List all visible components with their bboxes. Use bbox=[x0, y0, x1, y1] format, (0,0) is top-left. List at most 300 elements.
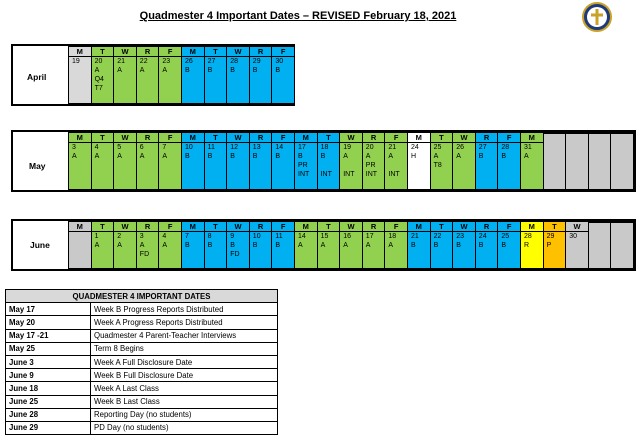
day-details bbox=[272, 143, 294, 161]
day-details bbox=[92, 143, 114, 161]
day-number: 9 bbox=[230, 233, 235, 240]
table-row bbox=[6, 303, 278, 316]
day-note: A bbox=[343, 153, 348, 160]
day-number: 20 bbox=[365, 144, 374, 151]
day-note: B bbox=[185, 67, 190, 74]
table-row bbox=[6, 408, 278, 421]
day-number: 4 bbox=[94, 144, 99, 151]
day-details bbox=[114, 57, 136, 75]
day-number: 23 bbox=[162, 58, 171, 65]
weekday-header: F bbox=[159, 47, 181, 57]
day-note: A bbox=[117, 67, 122, 74]
april-day-cell bbox=[91, 46, 115, 104]
event-date: June 29 bbox=[6, 421, 91, 434]
april-day-cell bbox=[181, 46, 205, 104]
day-note: B bbox=[456, 242, 461, 249]
june-day-cell bbox=[497, 221, 521, 269]
day-number: 17 bbox=[298, 144, 306, 151]
event-description: Week A Progress Reports Distributed bbox=[91, 316, 278, 329]
weekday-header: M bbox=[69, 222, 91, 232]
may-day-cell bbox=[91, 132, 115, 190]
day-note: B bbox=[275, 153, 281, 160]
event-description: Quadmester 4 Parent-Teacher Interviews bbox=[91, 329, 278, 342]
may-day-cell bbox=[384, 132, 408, 190]
day-number: 15 bbox=[320, 233, 329, 240]
event-date: June 3 bbox=[6, 355, 91, 368]
weekday-header: T bbox=[205, 133, 227, 143]
day-details bbox=[182, 57, 204, 75]
event-description: Week A Full Disclosure Date bbox=[91, 355, 278, 368]
day-details bbox=[182, 143, 204, 161]
event-description: Week B Full Disclosure Date bbox=[91, 369, 278, 382]
day-note: INT bbox=[320, 171, 332, 178]
weekday-header: F bbox=[385, 222, 407, 232]
day-note: B bbox=[275, 67, 281, 74]
weekday-header: R bbox=[250, 133, 272, 143]
important-dates-header: QUADMESTER 4 IMPORTANT DATES bbox=[6, 290, 278, 303]
may-day-cell bbox=[317, 132, 341, 190]
day-number: 30 bbox=[569, 233, 577, 240]
weekday-header: W bbox=[227, 133, 249, 143]
day-note: H bbox=[411, 153, 417, 160]
day-details bbox=[272, 57, 294, 75]
day-note: A bbox=[162, 67, 168, 74]
weekday-header: R bbox=[363, 222, 385, 232]
day-details bbox=[69, 143, 91, 161]
weekday-header: M bbox=[295, 133, 317, 143]
day-details bbox=[159, 232, 181, 250]
day-details bbox=[92, 232, 114, 250]
day-note: B bbox=[478, 242, 484, 249]
day-number: 21 bbox=[388, 144, 397, 151]
day-number: 3 bbox=[139, 233, 144, 240]
weekday-header bbox=[611, 133, 633, 134]
june-day-cell bbox=[430, 221, 454, 269]
school-crest-icon bbox=[582, 2, 612, 32]
april-day-cell bbox=[68, 46, 92, 104]
table-row bbox=[6, 342, 278, 355]
day-note: INT bbox=[298, 171, 310, 178]
weekday-header bbox=[544, 133, 566, 134]
day-note: FD bbox=[139, 251, 150, 258]
april-day-cell bbox=[271, 46, 295, 104]
day-number: 13 bbox=[252, 144, 261, 151]
weekday-header bbox=[589, 133, 611, 134]
june-day-cell bbox=[158, 221, 182, 269]
month-label-june: June bbox=[30, 240, 50, 250]
event-date: June 25 bbox=[6, 395, 91, 408]
weekday-header: R bbox=[250, 222, 272, 232]
table-row bbox=[6, 355, 278, 368]
weekday-header: T bbox=[92, 47, 114, 57]
day-note: B bbox=[478, 153, 484, 160]
day-details bbox=[521, 232, 543, 250]
day-number: 28 bbox=[230, 58, 238, 65]
day-note: B bbox=[185, 153, 190, 160]
event-date: June 28 bbox=[6, 408, 91, 421]
day-number: 22 bbox=[433, 233, 442, 240]
day-number: 30 bbox=[275, 58, 284, 65]
weekday-header bbox=[611, 222, 633, 223]
day-details bbox=[408, 232, 430, 250]
weekday-header: F bbox=[272, 133, 294, 143]
day-note: A bbox=[139, 67, 145, 74]
weekday-header: M bbox=[295, 222, 317, 232]
event-date: May 17 bbox=[6, 303, 91, 316]
day-number: 27 bbox=[207, 58, 216, 65]
day-details bbox=[250, 143, 272, 161]
event-description: Week B Progress Reports Distributed bbox=[91, 303, 278, 316]
table-row bbox=[6, 329, 278, 342]
day-details bbox=[114, 143, 136, 161]
month-label-april: April bbox=[27, 72, 47, 82]
june-day-cell bbox=[610, 221, 634, 269]
weekday-header: F bbox=[272, 47, 294, 57]
day-details bbox=[205, 143, 227, 161]
day-number: 19 bbox=[343, 144, 351, 151]
day-note: B bbox=[252, 242, 258, 249]
weekday-header: M bbox=[182, 47, 204, 57]
weekday-header: T bbox=[92, 133, 114, 143]
day-number: 16 bbox=[343, 233, 351, 240]
day-note: B bbox=[207, 242, 213, 249]
day-note: B bbox=[298, 153, 303, 160]
day-note: A bbox=[139, 242, 145, 249]
may-day-cell bbox=[136, 132, 160, 190]
day-details bbox=[498, 143, 520, 161]
day-details bbox=[340, 232, 362, 250]
day-number: 11 bbox=[275, 233, 283, 240]
weekday-header: R bbox=[137, 47, 159, 57]
may-day-cell bbox=[430, 132, 454, 190]
day-note: B bbox=[230, 67, 235, 74]
day-number: 17 bbox=[365, 233, 374, 240]
event-description: Week B Last Class bbox=[91, 395, 278, 408]
day-number: 2 bbox=[117, 233, 122, 240]
may-day-cell bbox=[497, 132, 521, 190]
may-day-cell bbox=[68, 132, 92, 190]
day-note: A bbox=[433, 153, 439, 160]
weekday-header: W bbox=[114, 133, 136, 143]
important-dates-table bbox=[5, 289, 278, 435]
day-number: 26 bbox=[456, 144, 464, 151]
june-day-cell bbox=[226, 221, 250, 269]
day-note: A bbox=[388, 242, 394, 249]
day-note: A bbox=[72, 153, 77, 160]
weekday-header: T bbox=[318, 133, 340, 143]
weekday-header: W bbox=[227, 47, 249, 57]
day-note: B bbox=[275, 242, 281, 249]
day-note: B bbox=[501, 242, 507, 249]
day-details bbox=[453, 143, 475, 161]
may-day-cell bbox=[113, 132, 137, 190]
day-note: PR bbox=[365, 162, 376, 169]
weekday-header: F bbox=[498, 133, 520, 143]
table-row bbox=[6, 421, 278, 434]
may-day-cell bbox=[362, 132, 386, 190]
day-number: 12 bbox=[230, 144, 238, 151]
april-day-cell bbox=[158, 46, 182, 104]
table-row bbox=[6, 395, 278, 408]
day-note: A bbox=[117, 153, 122, 160]
event-date: June 9 bbox=[6, 369, 91, 382]
day-number: 26 bbox=[185, 58, 193, 65]
april-day-cell bbox=[249, 46, 273, 104]
weekday-header: R bbox=[476, 133, 498, 143]
day-number: 23 bbox=[456, 233, 464, 240]
june-day-cell bbox=[407, 221, 431, 269]
day-number: 28 bbox=[501, 144, 510, 151]
june-day-cell bbox=[68, 221, 92, 269]
day-note: A bbox=[94, 242, 100, 249]
day-number: 29 bbox=[546, 233, 555, 240]
day-note: B bbox=[230, 242, 235, 249]
june-day-cell bbox=[452, 221, 476, 269]
june-day-cell bbox=[339, 221, 363, 269]
day-details bbox=[205, 232, 227, 250]
event-description: Week A Last Class bbox=[91, 382, 278, 395]
day-details bbox=[385, 232, 407, 250]
may-day-cell bbox=[204, 132, 228, 190]
day-number: 18 bbox=[320, 144, 329, 151]
day-note: B bbox=[207, 153, 213, 160]
day-note: FD bbox=[230, 251, 240, 258]
day-note: B bbox=[185, 242, 190, 249]
weekday-header: T bbox=[431, 133, 453, 143]
weekday-header: T bbox=[544, 222, 566, 232]
day-details bbox=[340, 143, 362, 179]
day-note: A bbox=[388, 153, 394, 160]
weekday-header: F bbox=[159, 133, 181, 143]
april-day-cell bbox=[204, 46, 228, 104]
weekday-header: M bbox=[69, 47, 91, 57]
weekday-header: W bbox=[340, 133, 362, 143]
day-details bbox=[295, 143, 317, 179]
weekday-header: M bbox=[408, 133, 430, 143]
april-day-cell bbox=[113, 46, 137, 104]
weekday-header: T bbox=[205, 47, 227, 57]
june-day-cell bbox=[543, 221, 567, 269]
june-day-cell bbox=[271, 221, 295, 269]
day-number: 27 bbox=[478, 144, 487, 151]
june-day-cell bbox=[362, 221, 386, 269]
day-note: INT bbox=[343, 171, 355, 178]
day-note: A bbox=[365, 153, 371, 160]
weekday-header: F bbox=[272, 222, 294, 232]
weekday-header: T bbox=[318, 222, 340, 232]
day-details bbox=[431, 232, 453, 250]
day-details bbox=[566, 232, 588, 241]
weekday-header: R bbox=[363, 133, 385, 143]
weekday-header: R bbox=[250, 47, 272, 57]
day-number: 25 bbox=[501, 233, 510, 240]
june-day-cell bbox=[565, 221, 589, 269]
day-number: 21 bbox=[411, 233, 419, 240]
day-number: 5 bbox=[117, 144, 122, 151]
table-row bbox=[6, 382, 278, 395]
day-details bbox=[227, 57, 249, 75]
day-details bbox=[363, 232, 385, 250]
april-day-cell bbox=[136, 46, 160, 104]
may-day-cell bbox=[452, 132, 476, 190]
weekday-header: M bbox=[182, 222, 204, 232]
day-number: 22 bbox=[139, 58, 148, 65]
day-note: A bbox=[94, 153, 100, 160]
june-day-cell bbox=[384, 221, 408, 269]
day-note: A bbox=[139, 153, 145, 160]
day-note: B bbox=[207, 67, 213, 74]
day-note bbox=[321, 161, 340, 170]
month-label-may: May bbox=[29, 161, 46, 171]
day-note: B bbox=[501, 153, 507, 160]
may-day-cell bbox=[226, 132, 250, 190]
day-details bbox=[318, 232, 340, 250]
weekday-header: W bbox=[453, 133, 475, 143]
day-note: B bbox=[411, 242, 416, 249]
day-note: B bbox=[320, 153, 326, 160]
day-details bbox=[250, 57, 272, 75]
day-note: A bbox=[162, 242, 168, 249]
day-details bbox=[476, 143, 498, 161]
weekday-header: R bbox=[137, 133, 159, 143]
day-note: B bbox=[252, 67, 258, 74]
weekday-header bbox=[589, 222, 611, 223]
day-number: 10 bbox=[252, 233, 261, 240]
day-note: A bbox=[298, 242, 303, 249]
day-note: A bbox=[162, 153, 168, 160]
day-number: 28 bbox=[524, 233, 532, 240]
event-description: Term 8 Begins bbox=[91, 342, 278, 355]
day-number: 19 bbox=[72, 58, 80, 65]
day-details bbox=[159, 57, 181, 75]
day-number: 8 bbox=[207, 233, 212, 240]
day-details bbox=[295, 232, 317, 250]
april-day-cell bbox=[226, 46, 250, 104]
day-number: 10 bbox=[185, 144, 193, 151]
june-day-cell bbox=[113, 221, 137, 269]
day-number: 7 bbox=[185, 233, 189, 240]
may-day-cell bbox=[543, 132, 567, 190]
day-details bbox=[92, 57, 114, 93]
day-details bbox=[159, 143, 181, 161]
day-number: 3 bbox=[72, 144, 76, 151]
day-details bbox=[137, 232, 159, 259]
day-details bbox=[408, 143, 430, 161]
june-day-cell bbox=[204, 221, 228, 269]
weekday-header: M bbox=[521, 222, 543, 232]
day-note: A bbox=[524, 153, 529, 160]
day-note: A bbox=[365, 242, 371, 249]
weekday-header: F bbox=[498, 222, 520, 232]
weekday-header: W bbox=[453, 222, 475, 232]
day-details bbox=[521, 143, 543, 161]
day-number: 18 bbox=[388, 233, 397, 240]
day-note: A bbox=[320, 242, 326, 249]
june-day-cell bbox=[520, 221, 544, 269]
june-day-cell bbox=[317, 221, 341, 269]
day-note: PR bbox=[298, 162, 308, 169]
day-note bbox=[343, 161, 362, 170]
day-number: 4 bbox=[162, 233, 167, 240]
day-number: 20 bbox=[94, 58, 103, 65]
june-day-cell bbox=[588, 221, 612, 269]
weekday-header: T bbox=[431, 222, 453, 232]
day-details bbox=[363, 143, 385, 179]
weekday-header: W bbox=[227, 222, 249, 232]
day-number: 24 bbox=[478, 233, 487, 240]
day-details bbox=[498, 232, 520, 250]
weekday-header: T bbox=[92, 222, 114, 232]
may-day-cell bbox=[610, 132, 634, 190]
day-details bbox=[227, 232, 249, 259]
day-note: T7 bbox=[94, 85, 103, 92]
event-date: June 18 bbox=[6, 382, 91, 395]
day-details bbox=[227, 143, 249, 161]
day-note: B bbox=[252, 153, 258, 160]
weekday-header: W bbox=[340, 222, 362, 232]
june-day-cell bbox=[181, 221, 205, 269]
day-details bbox=[137, 57, 159, 75]
june-day-cell bbox=[91, 221, 115, 269]
day-number: 11 bbox=[207, 144, 215, 151]
june-day-cell bbox=[475, 221, 499, 269]
day-note: B bbox=[230, 153, 235, 160]
weekday-header: W bbox=[114, 47, 136, 57]
table-row bbox=[6, 369, 278, 382]
day-note: INT bbox=[365, 171, 378, 178]
may-day-cell bbox=[588, 132, 612, 190]
day-details bbox=[385, 143, 407, 179]
may-day-cell bbox=[181, 132, 205, 190]
may-day-cell bbox=[407, 132, 431, 190]
day-details bbox=[272, 232, 294, 250]
weekday-header: M bbox=[408, 222, 430, 232]
day-details bbox=[182, 232, 204, 250]
day-number: 21 bbox=[117, 58, 125, 65]
day-number: 7 bbox=[162, 144, 167, 151]
day-note: T8 bbox=[433, 162, 442, 169]
event-date: May 20 bbox=[6, 316, 91, 329]
day-details bbox=[69, 57, 91, 66]
weekday-header: F bbox=[385, 133, 407, 143]
day-note: A bbox=[117, 242, 122, 249]
day-details bbox=[205, 57, 227, 75]
june-day-cell bbox=[136, 221, 160, 269]
may-day-cell bbox=[339, 132, 363, 190]
weekday-header: R bbox=[137, 222, 159, 232]
day-details bbox=[431, 143, 453, 170]
day-note: R bbox=[524, 242, 530, 249]
day-details bbox=[250, 232, 272, 250]
june-day-cell bbox=[249, 221, 273, 269]
weekday-header: F bbox=[159, 222, 181, 232]
day-details bbox=[544, 232, 566, 250]
may-day-cell bbox=[249, 132, 273, 190]
day-number: 31 bbox=[524, 144, 532, 151]
weekday-header: W bbox=[566, 222, 588, 232]
page-title: Quadmester 4 Important Dates – REVISED February 18, 2021 bbox=[139, 10, 457, 22]
weekday-header bbox=[566, 133, 588, 134]
weekday-header: T bbox=[205, 222, 227, 232]
day-note: A bbox=[456, 153, 461, 160]
table-row bbox=[6, 316, 278, 329]
day-details bbox=[318, 143, 340, 179]
day-details bbox=[476, 232, 498, 250]
may-day-cell bbox=[271, 132, 295, 190]
may-day-cell bbox=[294, 132, 318, 190]
weekday-header: M bbox=[521, 133, 543, 143]
event-date: May 17 -21 bbox=[6, 329, 91, 342]
